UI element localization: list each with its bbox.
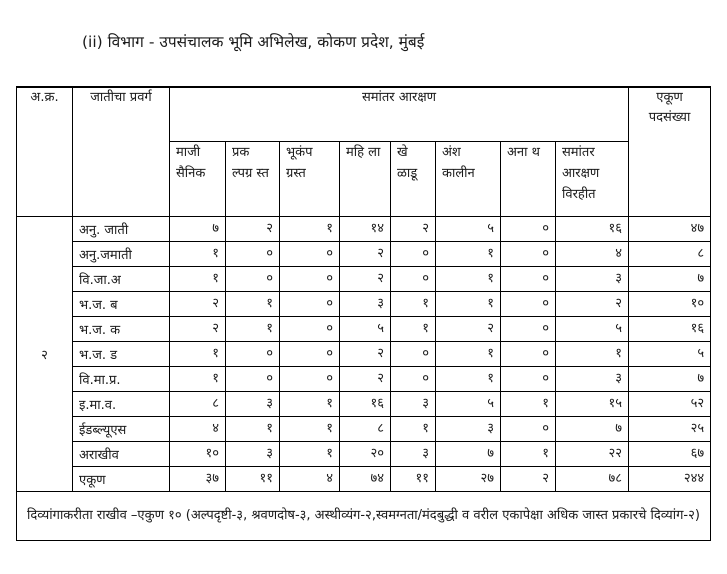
value-cell: २	[391, 216, 436, 241]
value-cell: २	[436, 316, 501, 341]
value-cell: ५	[436, 391, 501, 416]
value-cell: २	[556, 291, 629, 316]
subheader-0: माजी सैनिक	[170, 141, 226, 216]
value-cell: १४	[340, 216, 391, 241]
value-cell: २	[340, 341, 391, 366]
table-header	[17, 87, 711, 216]
value-cell: १	[170, 241, 226, 266]
table-row	[17, 241, 711, 266]
value-cell: १६	[340, 391, 391, 416]
value-cell: ०	[501, 216, 556, 241]
value-cell: १	[436, 266, 501, 291]
value-cell: ०	[501, 241, 556, 266]
total-cell: ४७	[629, 216, 711, 241]
subheader-6: अना थ	[501, 141, 556, 216]
header-total-posts: एकूण पदसंख्या	[629, 87, 711, 216]
value-cell: ७	[556, 416, 629, 441]
value-cell: १	[436, 291, 501, 316]
total-cell: २५	[629, 416, 711, 441]
page-heading: (ii) विभाग - उपसंचालक भूमि अभिलेख, कोकण प्रदेश, मुंबई	[82, 33, 425, 51]
value-cell: ०	[391, 341, 436, 366]
total-cell: २४४	[629, 466, 711, 491]
category-cell: इ.मा.व.	[73, 391, 170, 416]
table-row	[17, 366, 711, 391]
header-category: जातीचा प्रवर्ग	[73, 87, 170, 216]
total-cell: १०	[629, 291, 711, 316]
category-cell: भ.ज. ब	[73, 291, 170, 316]
category-cell: भ.ज. ड	[73, 341, 170, 366]
value-cell: ४	[170, 416, 226, 441]
table-row	[17, 216, 711, 241]
value-cell: १	[436, 241, 501, 266]
value-cell: १	[226, 316, 280, 341]
value-cell: १०	[170, 441, 226, 466]
category-cell: एकूण	[73, 466, 170, 491]
value-cell: १	[391, 416, 436, 441]
value-cell: ३	[391, 441, 436, 466]
value-cell: ०	[501, 416, 556, 441]
value-cell: ०	[501, 266, 556, 291]
value-cell: ०	[391, 241, 436, 266]
category-cell: ईडब्ल्यूएस	[73, 416, 170, 441]
total-cell: १६	[629, 316, 711, 341]
value-cell: १	[280, 391, 340, 416]
value-cell: ०	[280, 266, 340, 291]
value-cell: ०	[226, 241, 280, 266]
value-cell: १	[170, 341, 226, 366]
total-cell: ८	[629, 241, 711, 266]
value-cell: ०	[280, 316, 340, 341]
value-cell: १	[280, 216, 340, 241]
value-cell: ०	[501, 316, 556, 341]
category-cell: भ.ज. क	[73, 316, 170, 341]
value-cell: १	[436, 366, 501, 391]
value-cell: १	[556, 341, 629, 366]
value-cell: ०	[391, 266, 436, 291]
category-cell: अनु. जाती	[73, 216, 170, 241]
table-row	[17, 341, 711, 366]
value-cell: ३	[340, 291, 391, 316]
value-cell: ०	[226, 266, 280, 291]
value-cell: ०	[391, 366, 436, 391]
value-cell: ३	[226, 391, 280, 416]
value-cell: ०	[226, 341, 280, 366]
value-cell: ३	[556, 266, 629, 291]
value-cell: ३	[556, 366, 629, 391]
table-row	[17, 291, 711, 316]
value-cell: ०	[280, 291, 340, 316]
value-cell: ४	[556, 241, 629, 266]
category-cell: अराखीव	[73, 441, 170, 466]
value-cell: ८	[340, 416, 391, 441]
value-cell: १५	[556, 391, 629, 416]
value-cell: ३	[436, 416, 501, 441]
value-cell: १	[501, 391, 556, 416]
value-cell: ३	[391, 391, 436, 416]
value-cell: ११	[226, 466, 280, 491]
value-cell: ३७	[170, 466, 226, 491]
value-cell: १६	[556, 216, 629, 241]
table-row	[17, 266, 711, 291]
value-cell: ७	[436, 441, 501, 466]
subheader-2: भूकंप ग्रस्त	[280, 141, 340, 216]
value-cell: ३	[226, 441, 280, 466]
divyang-note: दिव्यांगाकरीता राखीव –एकुण १० (अल्पदृष्टी-३, श्रवणदोष-३, अस्थीव्यंग-२,स्वमग्नता/मंदबुद्धी व वरील एकापेक्षा अधिक जास्त प्रकारचे दिव्यांग-२)	[17, 491, 711, 540]
value-cell: ५	[340, 316, 391, 341]
category-cell: वि.जा.अ	[73, 266, 170, 291]
value-cell: २	[340, 241, 391, 266]
category-cell: वि.मा.प्र.	[73, 366, 170, 391]
serial-number: २	[17, 216, 73, 491]
value-cell: २	[340, 366, 391, 391]
subheader-3: महि ला	[340, 141, 391, 216]
total-cell: ७	[629, 266, 711, 291]
value-cell: ७८	[556, 466, 629, 491]
header-serial: अ.क्र.	[17, 87, 73, 216]
value-cell: ४	[280, 466, 340, 491]
category-cell: अनु.जमाती	[73, 241, 170, 266]
value-cell: १	[170, 366, 226, 391]
subheader-1: प्रक ल्पग्र स्त	[226, 141, 280, 216]
value-cell: १	[280, 416, 340, 441]
value-cell: २	[340, 266, 391, 291]
value-cell: २	[501, 466, 556, 491]
value-cell: ०	[280, 341, 340, 366]
table-body	[17, 216, 711, 491]
value-cell: २	[170, 291, 226, 316]
reservation-table	[16, 86, 711, 541]
total-cell: ५२	[629, 391, 711, 416]
value-cell: ७	[170, 216, 226, 241]
total-cell: ७	[629, 366, 711, 391]
value-cell: ५	[556, 316, 629, 341]
value-cell: ७४	[340, 466, 391, 491]
table-row	[17, 441, 711, 466]
value-cell: ०	[501, 291, 556, 316]
header-parallel-reservation: समांतर आरक्षण	[170, 87, 629, 141]
value-cell: १	[170, 266, 226, 291]
total-cell: ६७	[629, 441, 711, 466]
value-cell: ८	[170, 391, 226, 416]
value-cell: १	[391, 291, 436, 316]
value-cell: १	[280, 441, 340, 466]
value-cell: २७	[436, 466, 501, 491]
subheader-7: समांतर आरक्षण विरहीत	[556, 141, 629, 216]
subheader-4: खे ळाडू	[391, 141, 436, 216]
value-cell: ०	[501, 366, 556, 391]
value-cell: ०	[501, 341, 556, 366]
table-row	[17, 416, 711, 441]
value-cell: १	[436, 341, 501, 366]
value-cell: २२	[556, 441, 629, 466]
value-cell: १	[501, 441, 556, 466]
value-cell: ०	[280, 241, 340, 266]
total-cell: ५	[629, 341, 711, 366]
value-cell: ०	[226, 366, 280, 391]
value-cell: ०	[280, 366, 340, 391]
value-cell: २	[226, 216, 280, 241]
value-cell: १	[226, 291, 280, 316]
value-cell: ११	[391, 466, 436, 491]
table-row	[17, 391, 711, 416]
value-cell: १	[391, 316, 436, 341]
value-cell: ५	[436, 216, 501, 241]
table-row	[17, 466, 711, 491]
subheader-5: अंश कालीन	[436, 141, 501, 216]
value-cell: २०	[340, 441, 391, 466]
value-cell: १	[226, 416, 280, 441]
table-row	[17, 316, 711, 341]
value-cell: २	[170, 316, 226, 341]
